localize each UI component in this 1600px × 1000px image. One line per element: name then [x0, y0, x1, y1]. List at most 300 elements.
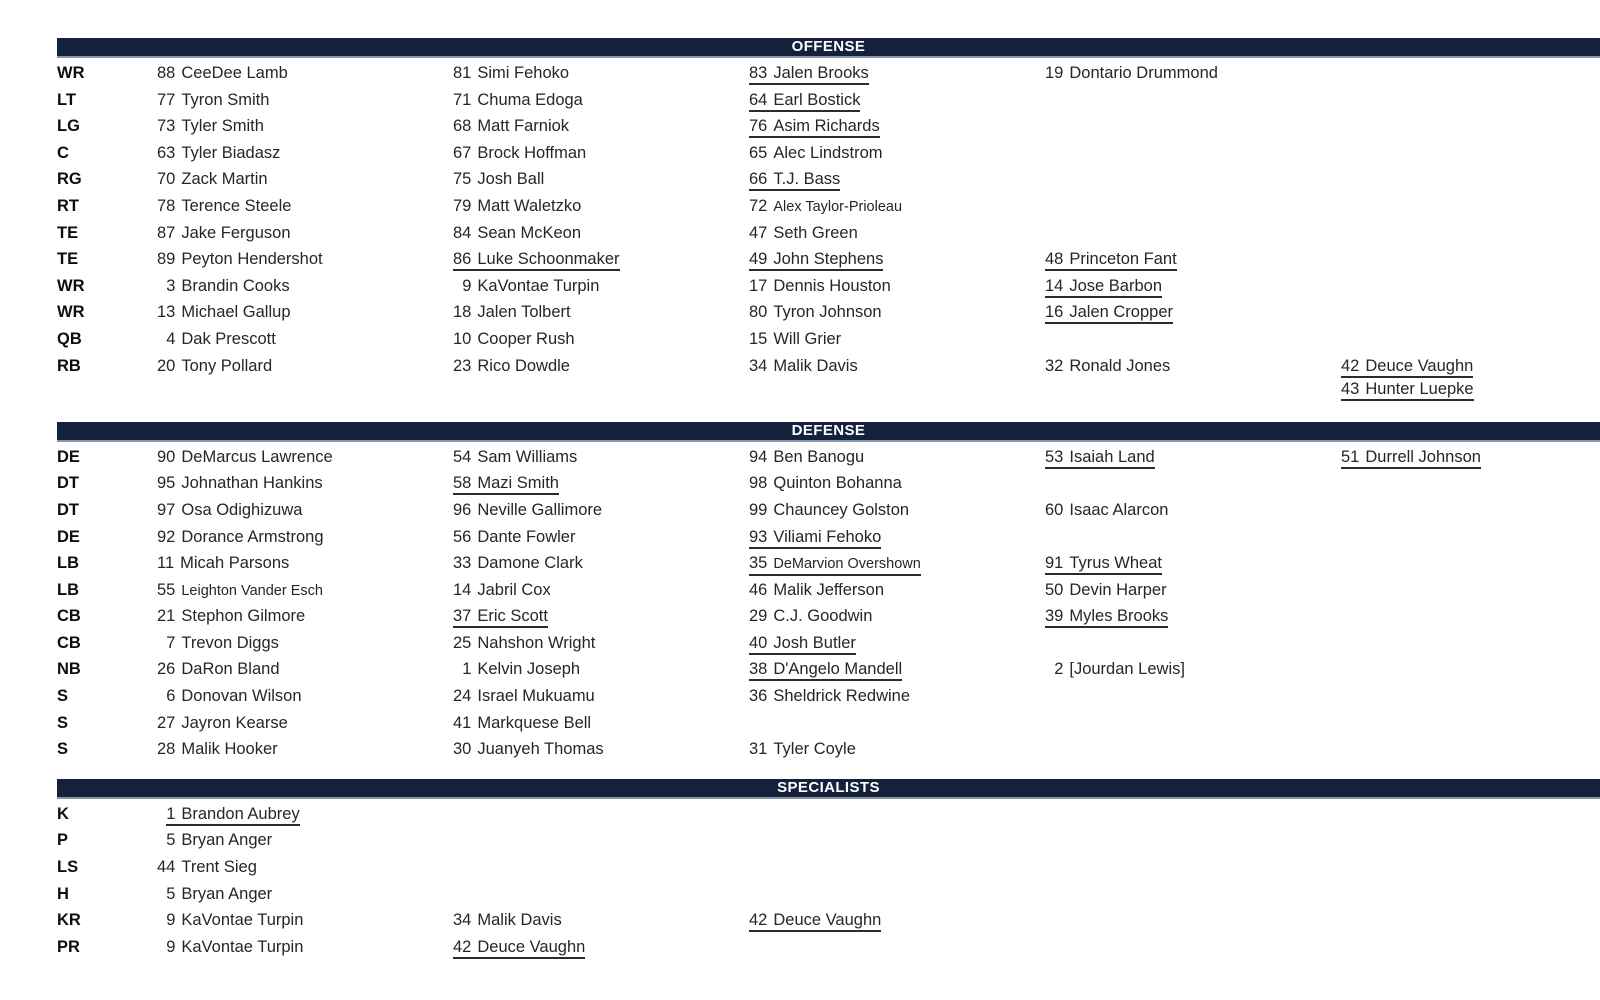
- player-name-group: [453, 500, 602, 522]
- player-name: Deuce Vaughn: [477, 937, 586, 956]
- number-pad: [157, 951, 166, 952]
- player-name: Eric Scott: [477, 607, 548, 626]
- player-name: Tyler Coyle: [773, 740, 856, 759]
- player-entry: [157, 329, 453, 351]
- player-name: Zack Martin: [181, 170, 268, 189]
- player-entry: [1045, 659, 1341, 681]
- player-entry: [157, 90, 453, 112]
- jersey-number: 26: [157, 660, 176, 679]
- player-name-group: [166, 937, 303, 959]
- player-entry: [453, 937, 749, 959]
- player-name: Devin Harper: [1069, 580, 1167, 599]
- player-entry: [157, 553, 453, 575]
- jersey-number: 35: [749, 554, 768, 573]
- depth-row: [57, 113, 1600, 140]
- depth-row: [57, 470, 1600, 497]
- jersey-number: 15: [749, 329, 768, 348]
- player-name: Durrell Johnson: [1365, 447, 1481, 466]
- position-label: WR: [57, 276, 85, 295]
- player-name: D'Angelo Mandell: [773, 660, 903, 679]
- position-label: QB: [57, 329, 82, 348]
- player-name-group: [157, 196, 291, 218]
- position-label: S: [57, 740, 69, 759]
- depth-row: [57, 801, 1600, 828]
- jersey-number: 95: [157, 474, 176, 493]
- jersey-number: 1: [166, 804, 176, 823]
- player-name-group: [166, 884, 272, 906]
- position-label: S: [57, 713, 69, 732]
- player-entry: [453, 302, 749, 324]
- jersey-number: 87: [157, 223, 176, 242]
- jersey-number: 24: [453, 687, 472, 706]
- jersey-number: 67: [453, 143, 472, 162]
- player-name-group: [166, 804, 300, 826]
- player-name: Luke Schoonmaker: [477, 250, 620, 269]
- player-name: Damone Clark: [477, 554, 583, 573]
- jersey-number: 48: [1045, 250, 1064, 269]
- jersey-number: 36: [749, 687, 768, 706]
- player-name: Juanyeh Thomas: [477, 740, 604, 759]
- jersey-number: 42: [453, 937, 472, 956]
- jersey-number: 31: [749, 740, 768, 759]
- player-entry: [157, 143, 453, 165]
- player-name-group: [1045, 249, 1177, 271]
- jersey-number: 55: [157, 580, 176, 599]
- player-entry: [157, 713, 453, 735]
- player-name-group: [749, 580, 884, 602]
- jersey-number: 19: [1045, 64, 1064, 82]
- player-entry: [749, 910, 1045, 932]
- jersey-number: 5: [166, 884, 176, 903]
- player-name-group: [166, 329, 276, 351]
- player-name: Michael Gallup: [181, 303, 291, 322]
- player-name-group: [157, 302, 291, 324]
- player-name-group: [749, 196, 902, 219]
- jersey-number: 16: [1045, 303, 1064, 322]
- player-entry: [453, 713, 749, 735]
- position-label: LT: [57, 90, 76, 109]
- player-entry: [157, 116, 453, 138]
- player-entry: [1045, 580, 1341, 602]
- depth-row: [57, 379, 1600, 406]
- player-name: Jalen Cropper: [1069, 303, 1173, 322]
- player-entry: [157, 804, 453, 826]
- player-entry: [157, 500, 453, 522]
- player-name-group: [157, 857, 257, 879]
- player-name: Jake Ferguson: [181, 223, 291, 242]
- section-header-specialists: [57, 779, 1600, 799]
- player-name: Ronald Jones: [1069, 356, 1171, 375]
- player-name-group: [1341, 356, 1473, 378]
- player-entry: [1341, 379, 1600, 401]
- player-entry: [749, 249, 1045, 271]
- player-name: Asim Richards: [773, 117, 880, 136]
- player-name-group: [157, 527, 324, 549]
- position-label: TE: [57, 223, 79, 242]
- player-name-group: [453, 249, 620, 271]
- player-name: Neville Gallimore: [477, 500, 603, 519]
- player-name-group: [157, 500, 302, 522]
- player-entry: [453, 169, 749, 191]
- player-name: Trevon Diggs: [181, 633, 279, 652]
- player-entry: [453, 606, 749, 628]
- player-entry: [157, 473, 453, 495]
- player-entry: [1045, 302, 1341, 324]
- position-label: KR: [57, 911, 81, 930]
- player-name-group: [157, 143, 280, 165]
- position-label: WR: [57, 64, 85, 82]
- player-name: Seth Green: [773, 223, 858, 242]
- jersey-number: 97: [157, 500, 176, 519]
- jersey-number: 58: [453, 474, 472, 493]
- jersey-number: 84: [453, 223, 472, 242]
- depth-row: [57, 603, 1600, 630]
- position-label: H: [57, 884, 69, 903]
- player-name: Sam Williams: [477, 447, 578, 466]
- jersey-number: 99: [749, 500, 768, 519]
- number-pad: [157, 343, 166, 344]
- jersey-number: 1: [462, 660, 472, 679]
- depth-row: [57, 683, 1600, 710]
- position-label: LB: [57, 580, 79, 599]
- jersey-number: 21: [157, 607, 176, 626]
- player-name: KaVontae Turpin: [181, 911, 304, 930]
- player-name: Kelvin Joseph: [477, 660, 581, 679]
- player-name: Bryan Anger: [181, 884, 273, 903]
- player-entry: [157, 196, 453, 218]
- position-label: DE: [57, 447, 80, 466]
- player-name-group: [453, 686, 595, 708]
- jersey-number: 9: [166, 911, 176, 930]
- jersey-number: 34: [453, 911, 472, 930]
- player-name-group: [157, 659, 280, 681]
- jersey-number: 25: [453, 633, 472, 652]
- player-name: KaVontae Turpin: [477, 276, 600, 295]
- player-name: Jalen Brooks: [773, 64, 869, 82]
- player-name: Earl Bostick: [773, 90, 861, 109]
- player-name-group: [453, 169, 544, 191]
- player-entry: [453, 527, 749, 549]
- section-title: SPECIALISTS: [777, 778, 880, 796]
- player-entry: [749, 739, 1045, 761]
- number-pad: [1045, 673, 1054, 674]
- player-name-group: [453, 553, 583, 575]
- depth-row: [57, 907, 1600, 934]
- player-name: Dennis Houston: [773, 276, 891, 295]
- position-label: RB: [57, 356, 81, 375]
- depth-row: [57, 524, 1600, 551]
- player-entry: [157, 276, 453, 298]
- player-name: Leighton Vander Esch: [181, 582, 323, 599]
- player-name: John Stephens: [773, 250, 884, 269]
- position-label: K: [57, 804, 69, 823]
- depth-row: [57, 497, 1600, 524]
- player-entry: [157, 857, 453, 879]
- player-name: Isaac Alarcon: [1069, 500, 1169, 519]
- jersey-number: 27: [157, 713, 176, 732]
- player-name: Sean McKeon: [477, 223, 582, 242]
- player-name: Will Grier: [773, 329, 842, 348]
- jersey-number: 4: [166, 329, 176, 348]
- jersey-number: 41: [453, 713, 472, 732]
- player-name-group: [453, 447, 577, 469]
- jersey-number: 66: [749, 170, 768, 189]
- player-name-group: [166, 910, 303, 932]
- player-name-group: [157, 713, 288, 735]
- player-entry: [749, 659, 1045, 681]
- player-entry: [157, 606, 453, 628]
- player-name-group: [453, 527, 575, 549]
- jersey-number: 17: [749, 276, 768, 295]
- jersey-number: 9: [166, 937, 176, 956]
- player-name-group: [749, 739, 856, 761]
- player-name: Quinton Bohanna: [773, 474, 902, 493]
- player-name: DeMarvion Overshown: [773, 556, 921, 573]
- player-name: Tyler Smith: [181, 117, 264, 136]
- player-name: KaVontae Turpin: [181, 937, 304, 956]
- jersey-number: 23: [453, 356, 472, 375]
- player-name-group: [453, 910, 562, 932]
- player-name: [Jourdan Lewis]: [1069, 660, 1185, 679]
- jersey-number: 68: [453, 117, 472, 136]
- player-name-group: [157, 116, 264, 138]
- player-entry: [157, 302, 453, 324]
- depth-row: [57, 166, 1600, 193]
- player-entry: [749, 686, 1045, 708]
- player-entry: [157, 249, 453, 271]
- player-entry: [749, 302, 1045, 324]
- player-name-group: [749, 356, 858, 378]
- jersey-number: 91: [1045, 554, 1064, 573]
- position-label: C: [57, 143, 69, 162]
- jersey-number: 34: [749, 356, 768, 375]
- jersey-number: 76: [749, 117, 768, 136]
- position-label: NB: [57, 660, 81, 679]
- jersey-number: 47: [749, 223, 768, 242]
- jersey-number: 89: [157, 250, 176, 269]
- player-name: Tyron Johnson: [773, 303, 882, 322]
- depth-row: [57, 881, 1600, 908]
- player-name: Stephon Gilmore: [181, 607, 306, 626]
- player-name-group: [749, 606, 872, 628]
- number-pad: [453, 290, 462, 291]
- jersey-number: 18: [453, 303, 472, 322]
- player-name-group: [157, 739, 278, 761]
- player-name: Micah Parsons: [180, 554, 290, 573]
- player-entry: [749, 276, 1045, 298]
- player-name-group: [157, 90, 269, 112]
- player-name-group: [749, 143, 883, 165]
- player-entry: [453, 500, 749, 522]
- jersey-number: 43: [1341, 380, 1360, 399]
- jersey-number: 29: [749, 607, 768, 626]
- jersey-number: 92: [157, 527, 176, 546]
- player-name-group: [749, 473, 902, 495]
- depth-row: [57, 550, 1600, 577]
- player-name-group: [453, 302, 571, 324]
- player-entry: [157, 169, 453, 191]
- player-name: Alec Lindstrom: [773, 143, 883, 162]
- player-name-group: [453, 580, 551, 602]
- player-name-group: [1045, 447, 1155, 469]
- jersey-number: 77: [157, 90, 176, 109]
- player-name: Malik Davis: [773, 356, 858, 375]
- player-entry: [157, 447, 453, 469]
- jersey-number: 14: [1045, 276, 1064, 295]
- player-name-group: [749, 276, 891, 298]
- number-pad: [157, 898, 166, 899]
- player-entry: [749, 223, 1045, 245]
- jersey-number: 7: [166, 633, 176, 652]
- player-name-group: [166, 276, 289, 298]
- jersey-number: 80: [749, 303, 768, 322]
- player-name-group: [749, 90, 860, 112]
- player-name: Markquese Bell: [477, 713, 592, 732]
- depth-row: [57, 140, 1600, 167]
- player-entry: [157, 633, 453, 655]
- jersey-number: 40: [749, 633, 768, 652]
- player-name-group: [1045, 276, 1162, 298]
- player-entry: [1341, 447, 1600, 469]
- player-entry: [157, 739, 453, 761]
- number-pad: [157, 700, 166, 701]
- player-entry: [453, 223, 749, 245]
- player-name: Malik Jefferson: [773, 580, 885, 599]
- jersey-number: 5: [166, 831, 176, 850]
- jersey-number: 83: [749, 64, 768, 82]
- player-entry: [749, 633, 1045, 655]
- player-name-group: [453, 473, 559, 495]
- jersey-number: 78: [157, 196, 176, 215]
- player-name: T.J. Bass: [773, 170, 841, 189]
- player-name: Chauncey Golston: [773, 500, 910, 519]
- player-name: Johnathan Hankins: [181, 474, 323, 493]
- jersey-number: 13: [157, 303, 176, 322]
- player-entry: [1045, 447, 1341, 469]
- player-name: Nahshon Wright: [477, 633, 596, 652]
- jersey-number: 32: [1045, 356, 1064, 375]
- player-name: Malik Hooker: [181, 740, 278, 759]
- player-entry: [749, 169, 1045, 191]
- player-name: Rico Dowdle: [477, 356, 570, 375]
- depth-row: [57, 246, 1600, 273]
- player-name-group: [749, 659, 902, 681]
- jersey-number: 42: [749, 911, 768, 930]
- jersey-number: 30: [453, 740, 472, 759]
- player-name: Dorance Armstrong: [181, 527, 324, 546]
- player-name-group: [453, 196, 581, 218]
- player-entry: [749, 606, 1045, 628]
- player-name-group: [749, 633, 856, 655]
- player-entry: [157, 356, 453, 378]
- position-label: DE: [57, 527, 80, 546]
- jersey-number: 56: [453, 527, 472, 546]
- player-name: DeMarcus Lawrence: [181, 447, 333, 466]
- player-entry: [453, 249, 749, 271]
- position-label: RT: [57, 196, 79, 215]
- player-entry: [453, 196, 749, 218]
- player-name-group: [749, 553, 921, 576]
- player-name-group: [462, 276, 599, 298]
- player-entry: [157, 910, 453, 932]
- depth-row: [57, 710, 1600, 737]
- player-name: Simi Fehoko: [477, 64, 570, 82]
- player-name-group: [1045, 302, 1173, 324]
- jersey-number: 49: [749, 250, 768, 269]
- depth-row: [57, 854, 1600, 881]
- player-entry: [157, 659, 453, 681]
- player-entry: [157, 527, 453, 549]
- depth-row: [57, 220, 1600, 247]
- player-name-group: [749, 249, 883, 271]
- player-name-group: [453, 633, 595, 655]
- player-name: Isaiah Land: [1069, 447, 1155, 466]
- jersey-number: 71: [453, 90, 472, 109]
- player-name: Donovan Wilson: [181, 687, 302, 706]
- player-name: Sheldrick Redwine: [773, 687, 911, 706]
- jersey-number: 98: [749, 474, 768, 493]
- player-name-group: [157, 169, 268, 191]
- player-name-group: [166, 633, 279, 655]
- player-entry: [157, 937, 453, 959]
- depth-row: [57, 444, 1600, 471]
- depth-row: [57, 299, 1600, 326]
- player-entry: [157, 223, 453, 245]
- player-entry: [749, 90, 1045, 112]
- player-entry: [1045, 356, 1341, 378]
- depth-row: [57, 326, 1600, 353]
- jersey-number: 63: [157, 143, 176, 162]
- jersey-number: 60: [1045, 500, 1064, 519]
- player-name-group: [1045, 580, 1167, 602]
- jersey-number: 28: [157, 740, 176, 759]
- section-header-offense: [57, 38, 1600, 58]
- position-label: WR: [57, 303, 85, 322]
- depth-row: [57, 827, 1600, 854]
- player-entry: [1045, 500, 1341, 522]
- player-entry: [1045, 276, 1341, 298]
- player-name-group: [166, 686, 301, 708]
- player-name: Tyler Biadasz: [181, 143, 281, 162]
- player-name: Brock Hoffman: [477, 143, 587, 162]
- depth-row: [57, 273, 1600, 300]
- player-name: Cooper Rush: [477, 329, 575, 348]
- player-name: Israel Mukuamu: [477, 687, 595, 706]
- player-name: Josh Butler: [773, 633, 856, 652]
- player-entry: [749, 447, 1045, 469]
- section-rows: [0, 799, 1600, 961]
- player-name: Matt Waletzko: [477, 196, 582, 215]
- player-name-group: [1045, 500, 1168, 522]
- position-label: DT: [57, 474, 79, 493]
- jersey-number: 72: [749, 196, 768, 215]
- player-entry: [453, 276, 749, 298]
- player-name-group: [453, 116, 569, 138]
- number-pad: [157, 844, 166, 845]
- depth-row: [57, 736, 1600, 763]
- jersey-number: 20: [157, 356, 176, 375]
- player-name: Trent Sieg: [181, 858, 257, 877]
- jersey-number: 64: [749, 90, 768, 109]
- player-entry: [453, 356, 749, 378]
- player-entry: [749, 553, 1045, 576]
- player-entry: [157, 63, 453, 85]
- player-name-group: [453, 937, 585, 959]
- player-name-group: [1045, 553, 1162, 575]
- player-name: Dontario Drummond: [1069, 64, 1218, 82]
- player-name-group: [749, 527, 881, 549]
- number-pad: [157, 290, 166, 291]
